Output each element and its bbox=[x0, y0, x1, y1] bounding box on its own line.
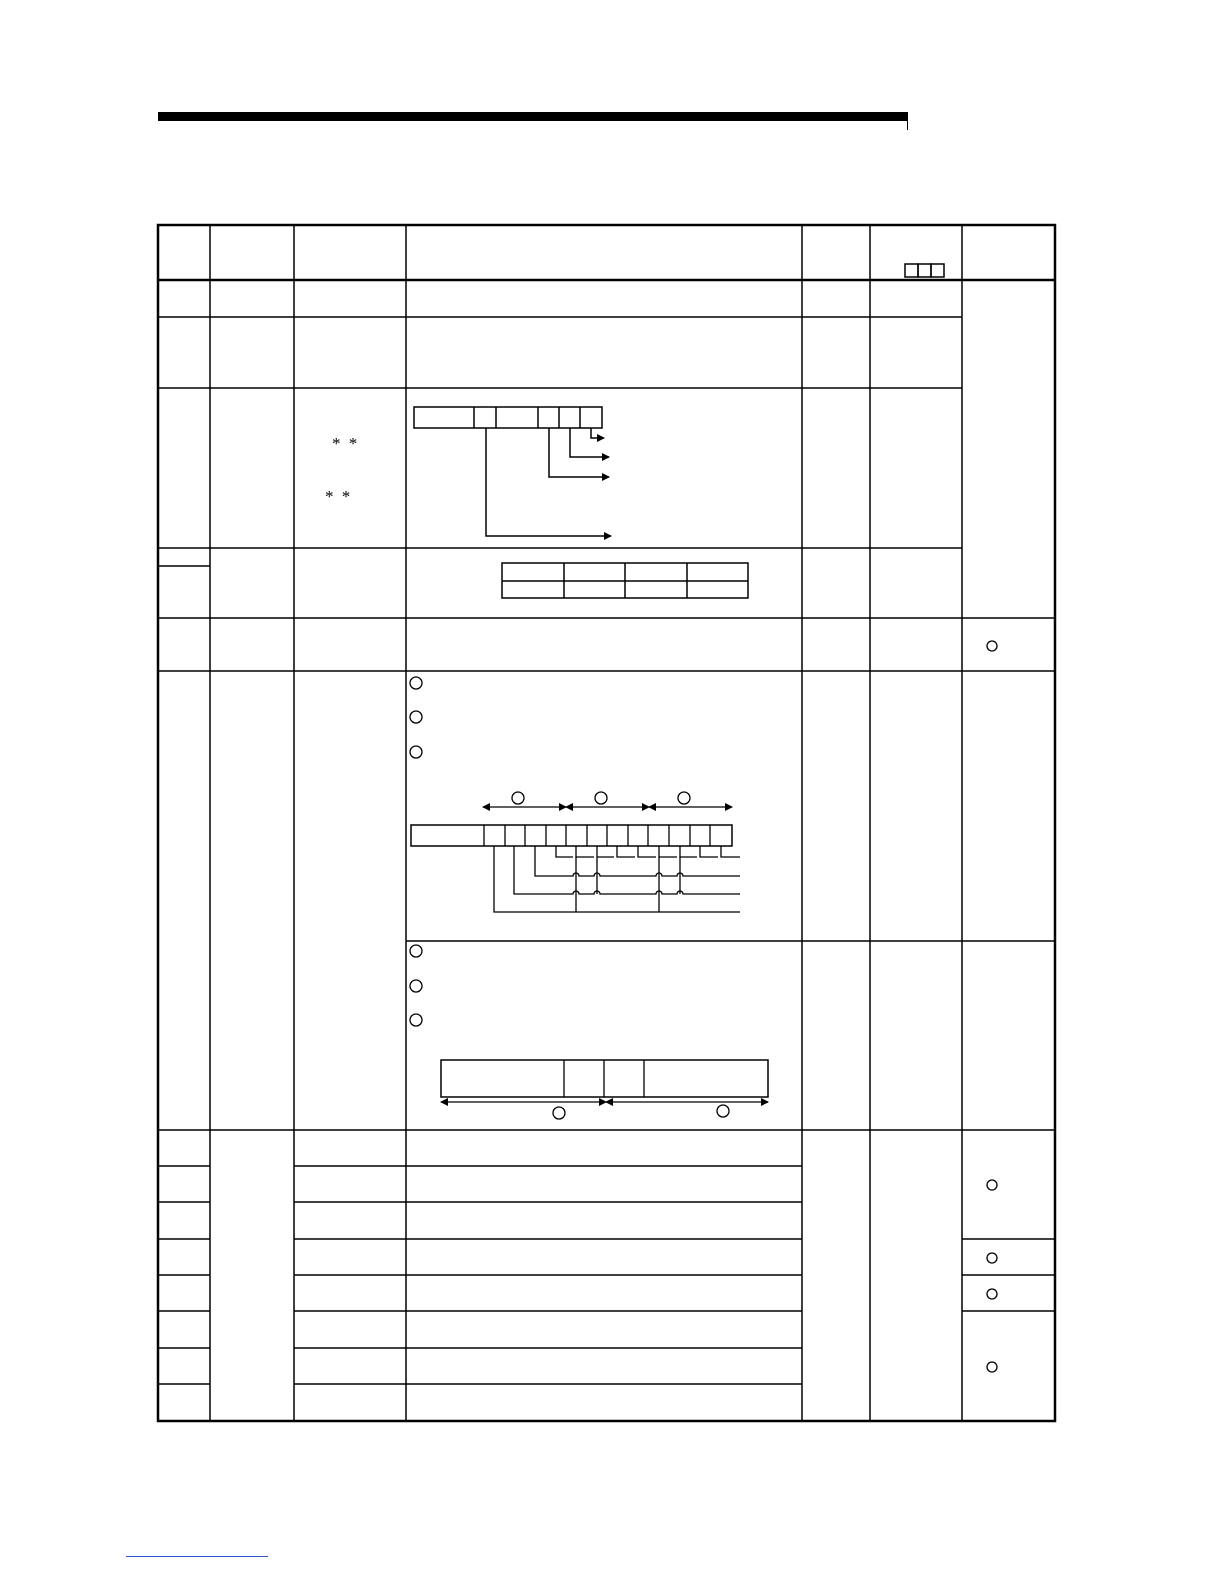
value-grid bbox=[502, 563, 748, 598]
column-dividers bbox=[210, 225, 962, 1421]
asterisk-mark: * * bbox=[325, 487, 353, 506]
asterisk-mark: * * bbox=[332, 434, 360, 453]
check-circle-icon bbox=[987, 641, 997, 1372]
bit-diagram-1 bbox=[414, 407, 611, 536]
bit-diagram-2 bbox=[411, 792, 740, 912]
bit-diagram-3 bbox=[441, 1060, 768, 1119]
footer-link-underline bbox=[126, 1556, 268, 1557]
header-box-icon bbox=[905, 264, 944, 277]
item-number-icon bbox=[410, 677, 422, 1026]
table-frame bbox=[158, 225, 1055, 1421]
